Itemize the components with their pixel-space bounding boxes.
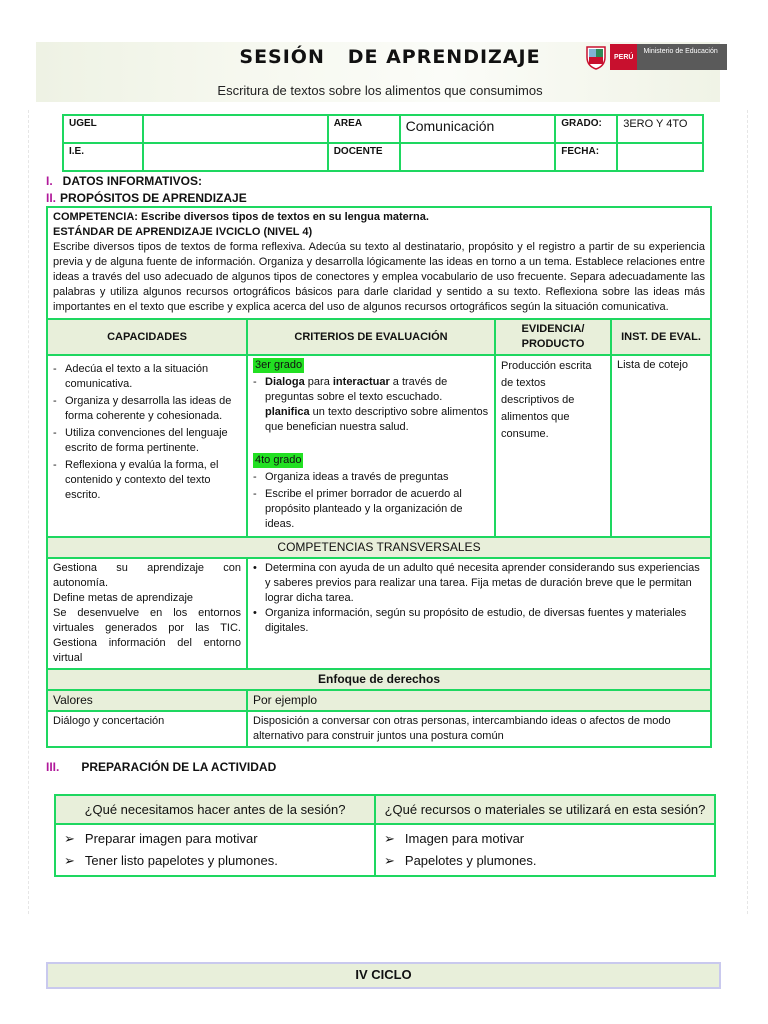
page-margin-left <box>28 110 29 914</box>
grado-field: 3ERO Y 4TO <box>617 115 703 143</box>
criterio-text: a través de preguntas sobre el texto escuchado. <box>265 376 448 403</box>
section-3-label: PREPARACIÓN DE LA ACTIVIDAD <box>81 760 277 774</box>
section-3-number: III. <box>46 760 60 774</box>
col-criterios: CRITERIOS DE EVALUACIÓN <box>247 319 495 355</box>
section-2-heading <box>46 191 247 205</box>
section-1-heading <box>46 174 202 188</box>
transversales-list <box>253 561 705 636</box>
ugel-label: UGEL <box>63 115 143 143</box>
transversales-title: COMPETENCIAS TRANSVERSALES <box>47 537 711 558</box>
criterio-keyword: interactuar <box>332 376 390 388</box>
ministry-label: Ministerio de Educación <box>637 44 727 70</box>
fecha-field <box>617 143 703 171</box>
section-1-label: DATOS INFORMATIVOS: <box>62 174 203 188</box>
instrumento-text: Lista de cotejo <box>611 355 711 537</box>
section-2-number: II. <box>46 191 57 205</box>
prep-before-list <box>64 828 366 872</box>
prep-question-before: ¿Qué necesitamos hacer antes de la sesión? <box>55 795 375 824</box>
grade-4-badge: 4to grado <box>255 454 302 466</box>
criterio-keyword: planifica <box>265 406 310 418</box>
criterio-text: un texto descriptivo sobre alimentos que benefician nuestra salud. <box>265 406 489 433</box>
criterios-4-list <box>253 470 489 532</box>
enfoque-title: Enfoque de derechos <box>47 669 711 690</box>
ie-field <box>143 143 328 171</box>
criterio-keyword: Dialoga <box>265 376 305 388</box>
grade-3-badge: 3er grado <box>255 359 303 371</box>
docente-label: DOCENTE <box>328 143 400 171</box>
list-item: - Reflexiona y evalúa la forma, el contenido y contexto del texto escrito. <box>53 458 241 503</box>
list-item: - Organiza ideas a través de preguntas <box>253 470 489 485</box>
docente-field <box>400 143 556 171</box>
preparation-table <box>54 794 716 877</box>
section-2-label: PROPÓSITOS DE APRENDIZAJE <box>60 191 247 205</box>
section-1-number: I. <box>46 174 53 188</box>
list-item: - Utiliza convenciones del lenguaje escrito de forma pertinente. <box>53 426 241 456</box>
coat-of-arms-icon <box>585 44 607 70</box>
competencia-text: COMPETENCIA: Escribe diversos tipos de textos en su lengua materna. <box>53 211 429 223</box>
criterio-text: para <box>304 376 333 388</box>
area-label: AREA <box>328 115 400 143</box>
valor-text: Diálogo y concertación <box>47 711 247 747</box>
list-item: ➢ Tener listo papelotes y plumones. <box>64 850 366 872</box>
list-item: - Adecúa el texto a la situación comunicativa. <box>53 362 241 392</box>
trans-left-3: Se desenvuelve en los entornos virtuales generados por las TIC. Gestiona información del entorno virtual <box>53 607 241 664</box>
col-capacidades: CAPACIDADES <box>47 319 247 355</box>
page-title: SESIÓN DE APRENDIZAJE <box>239 46 541 68</box>
criterios-3-list <box>253 375 489 435</box>
grado-label: GRADO: <box>555 115 617 143</box>
ejemplo-label: Por ejemplo <box>247 690 711 711</box>
purpose-table <box>46 206 712 748</box>
list-item: ➢ Preparar imagen para motivar <box>64 828 366 850</box>
section-3-heading <box>46 760 276 774</box>
ugel-field <box>143 115 328 143</box>
ie-label: I.E. <box>63 143 143 171</box>
prep-materials-list <box>384 828 706 872</box>
list-item: ➢ Papelotes y plumones. <box>384 850 706 872</box>
col-evidencia: EVIDENCIA/ PRODUCTO <box>495 319 611 355</box>
trans-left-2: Define metas de aprendizaje <box>53 592 194 604</box>
ejemplo-text: Disposición a conversar con otras personas, intercambiando ideas o afectos de modo alternativo para construir juntos una postura común <box>247 711 711 747</box>
trans-left-1: Gestiona su aprendizaje con autonomía. <box>53 562 241 589</box>
prep-question-materials: ¿Qué recursos o materiales se utilizará en esta sesión? <box>375 795 715 824</box>
page-margin-right <box>747 110 748 914</box>
page-subtitle: Escritura de textos sobre los alimentos que consumimos <box>217 83 543 98</box>
list-item: • Determina con ayuda de un adulto qué necesita aprender considerando sus experiencias y saberes previos para realizar una tarea. Fija metas de duración breve que le permitan lograr dicha tarea. <box>253 561 705 606</box>
list-item: - Escribe el primer borrador de acuerdo al propósito planteado y la organización de ideas. <box>253 487 489 532</box>
area-field: Comunicación <box>400 115 556 143</box>
fecha-label: FECHA: <box>555 143 617 171</box>
valores-label: Valores <box>47 690 247 711</box>
list-item: ➢ Imagen para motivar <box>384 828 706 850</box>
col-instrumento: INST. DE EVAL. <box>611 319 711 355</box>
estandar-description: Escribe diversos tipos de textos de forma reflexiva. Adecúa su texto al destinatario, propósito y el registro a partir de su experiencia previa y de alguna fuente de información. Organiza y desarrolla lógicamente las ideas en torno a un tema. Establece relaciones entre ideas a través del uso adecuado de algunos tipos de conectores y emplea vocabulario de uso frecuente. Separa adecuadamente las palabras y utiliza algunos recursos ortográficos básicos para darle claridad y sentido a su texto. Reflexiona sobre las ideas más importantes en el texto que escribe y explica acerca del uso de algunos recursos ortográficos según la situación comunicativa. <box>53 241 705 313</box>
ministry-logo <box>585 44 727 70</box>
capacidades-list <box>53 362 241 503</box>
list-item <box>253 375 489 435</box>
peru-label: PERÚ <box>610 44 637 70</box>
evidencia-text: Producción escrita de textos descriptivos de alimentos que consume. <box>495 355 611 537</box>
estandar-text: ESTÁNDAR DE APRENDIZAJE IVCICLO (NIVEL 4) <box>53 226 313 238</box>
footer-cycle-label: IV CICLO <box>46 962 721 989</box>
info-table <box>62 114 704 172</box>
list-item: - Organiza y desarrolla las ideas de forma coherente y cohesionada. <box>53 394 241 424</box>
list-item: • Organiza información, según su propósito de estudio, de diversas fuentes y materiales digitales. <box>253 606 705 636</box>
